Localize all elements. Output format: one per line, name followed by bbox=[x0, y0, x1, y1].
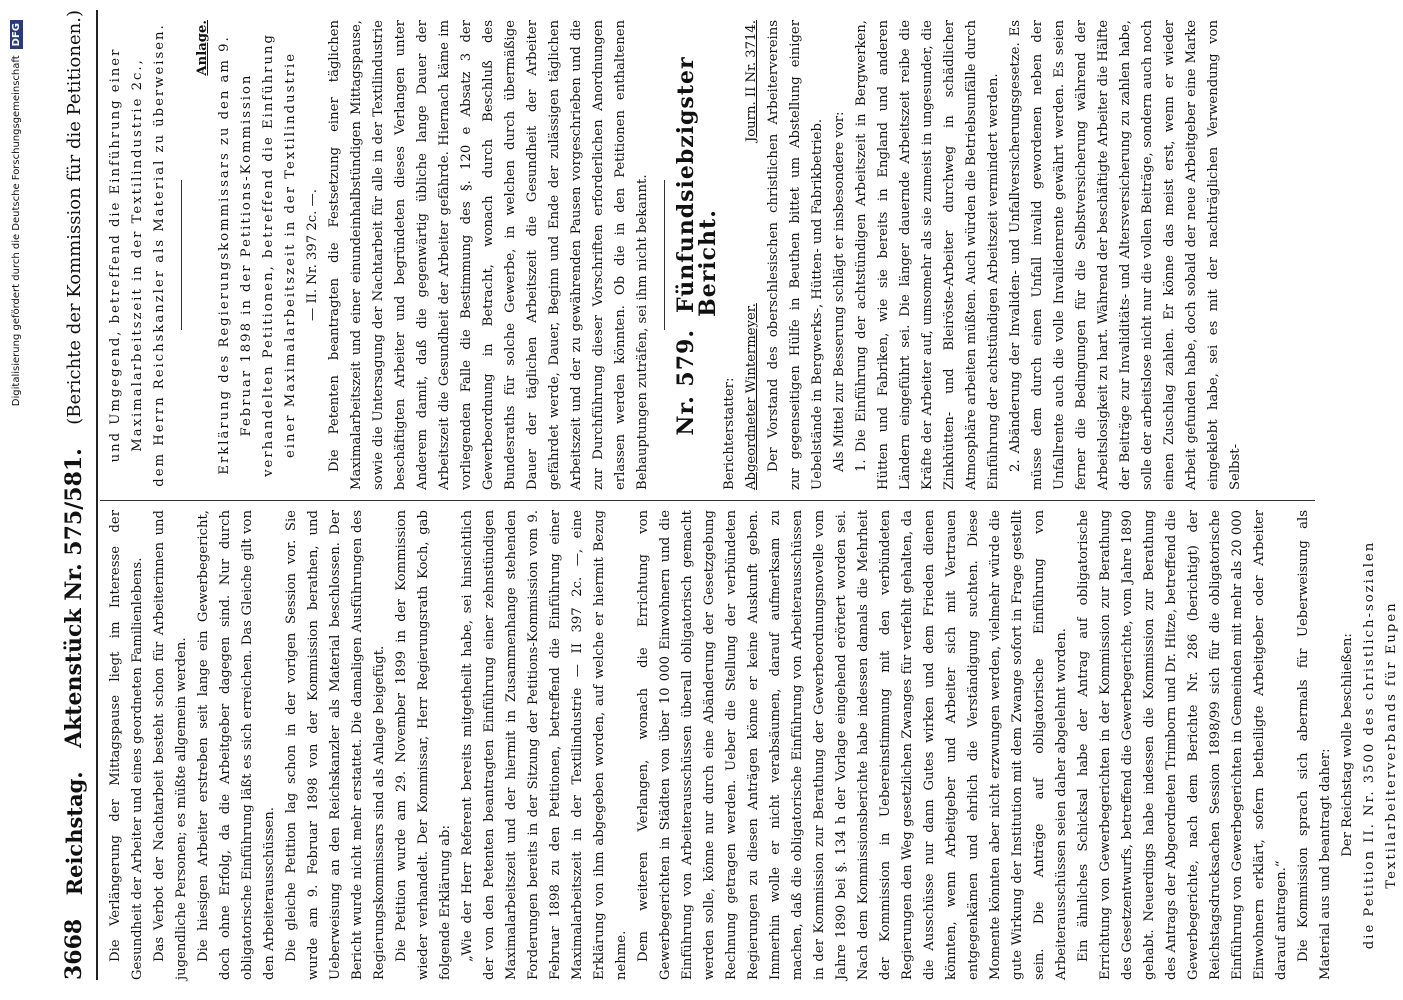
paragraph: Dem weiteren Verlangen, wonach die Errichtung von Gewerbegerichten in Städten von über 10 000 Einwohnern und die Einführung von Arbeiterausschüssen überall obligatorisch gemacht werden solle, könne nur durch eine Abänderung der Gesetzgebung Rechnung getragen werden. Ueber die Stellung der verbündeten Regierungen zu diesen Anträgen könne er keine Auskunft geben. Immerhin wolle er nicht verabsäumen, darauf aufmerksam zu machen, daß die obligatorische Einführung von Arbeiterausschüssen in der Kommission zur Berathung der Gewerbeordnungsnovelle vom Jahre 1890 bei §. 134 h der Vorlage eingehend erörtert worden sei. Nach dem Kommissionsberichte habe indessen damals die Mehrheit der Kommission in Uebereinstimmung mit den verbündeten Regierungen den Weg gesetzlichen Zwanges für verfehlt gehalten, da die Ausschüsse nur dann Gutes wirken und dem Frieden dienen könnten, wenn Arbeitgeber und Arbeiter sich mit Vertrauen entgegenkämen und ehrlich die Verständigung suchten. Diese Momente könnten aber nicht erzwungen werden, vielmehr würde die gute Wirkung der Institution mit dem Zwange sofort in Frage gestellt sein. Die Anträge auf obligatorische Einführung von Arbeiterausschüssen seien daher abgelehnt worden. bbox=[636, 510, 1069, 980]
digitization-note bbox=[10, 20, 23, 406]
report-title: Fünfundsiebzigster Bericht. bbox=[673, 56, 721, 317]
reporter-name: Abgeordneter Wintermeyer. bbox=[744, 303, 759, 490]
paragraph: Die Petition wurde am 29. November 1899 in der Kommission wieder verhandelt. Der Kommissar, Herr Regierungsrath Koch, gab folgende Erklärung ab: bbox=[394, 510, 453, 980]
paragraph: Die hiesigen Arbeiter erstreben seit lange ein Gewerbegericht, doch ohne Erfolg, da die Arbeitgeber dagegen sind. Nur durch obligatorische Einführung läßt es sich erreichen. Das Gleiche gilt von den Arbeiterausschüssen. bbox=[196, 510, 277, 980]
paragraph: Die Kommission sprach sich abermals für Ueberweisung als Material aus und beantragt daher: bbox=[1296, 510, 1333, 980]
referral-text: dem Herrn Reichskanzler als Material zu überweisen. bbox=[152, 23, 167, 487]
report-paragraph: Als Mittel zur Besserung schlägt er insbesondere vor: bbox=[832, 111, 847, 472]
column-divider bbox=[100, 500, 1315, 501]
header-context: (Berichte der Kommission für die Petitionen.) bbox=[63, 10, 85, 425]
report-paragraph: Der Vorstand des oberschlesischen christlichen Arbeitervereins zur gegenseitigen Hülfe in Beuthen bittet um Abstellung einiger Uebelstände in Bergwerks-, Hütten- und Fabrikbetrieb. bbox=[766, 20, 825, 490]
page-header bbox=[55, 0, 93, 1000]
left-column bbox=[105, 510, 1399, 980]
paragraph: Das Verbot der Nachtarbeit besteht schon für Arbeiterinnen und jugendliche Personen; es müßte allgemein werden. bbox=[152, 510, 189, 980]
paragraph: Ein ähnliches Schicksal habe der Antrag auf obligatorische Errichtung von Gewerbegerichten in der Kommission zur Berathung des Gesetzentwurfs, betreffend die Gewerbegerichte, vom Jahre 1890 gehabt. Neuerdings habe indessen die Kommission zur Berathung des Antrags der Abgeordneten Trimborn und Dr. Hitze, betreffend die Gewerbegerichte, nach dem Berichte Nr. 286 (berichtigt) der Reichstagsdrucksachen Session 1898/99 sich für die obligatorische Einführung von Gewerbegerichten in Gemeinden mit mehr als 20 000 Einwohnern erklärt, sofern betheiligte Arbeitgeber oder Arbeiter darauf antragen.“ bbox=[1076, 510, 1289, 980]
report-paragraph: 2. Abänderung der Invaliden- und Unfallversicherungsgesetze. Es müsse dem durch einen Unfall invalid gewordenen neben der Unfallrente auch die volle Invalidenrente gewährt werden. Es seien ferner die Bedingungen für die Selbstversicherung während der Arbeitslosigkeit zu hart. Während der beschäftigte Arbeiter die Hälfte der Beiträge zur Invaliditäts- und Altersversicherung zu zahlen habe, solle der arbeitslose nicht nur die vollen Beiträge, sondern auch noch einen Zuschlag zahlen. Er könne das meist erst, wenn er wieder Arbeit gefunden habe, doch sobald der neue Arbeitgeber eine Marke eingeklebt habe, sei es mit der nachträglichen Verwendung von Selbst- bbox=[1008, 20, 1243, 490]
section-rule bbox=[181, 180, 182, 330]
document-number: Aktenstück Nr. 575/581. bbox=[61, 448, 87, 748]
paragraph: Die Verlängerung der Mittagspause liegt im Interesse der Gesundheit der Arbeiter und eines geordneten Familienlebens. bbox=[108, 510, 145, 980]
annex-title: Erklärung des Regierungskommissars zu den am 9. Februar 1898 in der Petitions-Kommission verhandelten Petitionen, betreffend die Einführung einer Maximalarbeitszeit in der Textilindustrie bbox=[217, 33, 298, 477]
right-column bbox=[105, 20, 1315, 490]
digitization-text: Digitalisierung gefördert durch die Deutsche Forschungsgemeinschaft bbox=[11, 55, 22, 407]
journal-number: Journ. II Nr. 3714. bbox=[744, 20, 759, 143]
dfg-logo: DFG bbox=[10, 20, 23, 49]
report-heading bbox=[675, 20, 719, 490]
reporter-line bbox=[741, 20, 763, 490]
report-number: Nr. 579. bbox=[673, 328, 699, 436]
report-paragraph: 1. Die Einführung der achtstündigen Arbeitszeit in Bergwerken, Hütten und Fabriken, wie sie bereits in England und anderen Ländern eingeführt sei. Die länger dauernde Arbeitszeit reibe die Kräfte der Arbeiter auf, umsomehr als sie zumeist in ungesunder, die Zinkhütten- und Bleiröste-Arbeiter durchweg in schädlicher Atmosphäre arbeiten müßten. Auch würden die Betriebsunfälle durch Einführung der achtstündigen Arbeitszeit vermindert werden. bbox=[854, 20, 1001, 490]
header-rule bbox=[96, 10, 98, 980]
motion-intro: Der Reichstag wolle beschließen: bbox=[1340, 633, 1355, 857]
motion-text: die Petition II. Nr. 3500 des christlich-sozialen Textilarbeiterverbands für Eupen bbox=[1362, 540, 1399, 950]
motion-continuation: und Umgegend, betreffend die Einführung einer Maximalarbeitszeit in der Textilindustrie 2c., bbox=[108, 47, 145, 463]
paragraph: „Wie der Herr Referent bereits mitgetheilt habe, sei hinsichtlich der von den Petenten beantragten Einführung einer zehnstündigen Maximalarbeitszeit und der hiermit in Zusammenhange stehenden Forderungen bereits in der Sitzung der Petitions-Kommission vom 9. Februar 1898 zu den Petitionen, betreffend die Einführung einer Maximalarbeitszeit in der Textilindustrie — II 397 2c. —, eine Erklärung von ihm abgegeben worden, auf welche er hiermit Bezug nehme. bbox=[460, 510, 629, 980]
annex-reference: — II. Nr. 397 2c. —. bbox=[305, 189, 320, 321]
page-number: 3668 bbox=[61, 918, 87, 980]
section-rule bbox=[664, 180, 665, 330]
annex-label: Anlage. bbox=[195, 20, 210, 76]
reporter-label: Berichterstatter: bbox=[722, 377, 737, 490]
paragraph: Die gleiche Petition lag schon in der vorigen Session vor. Sie wurde am 9. Februar 1898 von der Kommission berathen, und Ueberweisung an den Reichskanzler als Material beschlossen. Der Bericht wurde nicht mehr erstattet. Die damaligen Ausführungen des Regierungskommissars sind als Anlage beigefügt. bbox=[284, 510, 387, 980]
parliament-name: Reichstag. bbox=[61, 771, 87, 896]
annex-body: Die Petenten beantragten die Festsetzung einer täglichen Maximalarbeitszeit und einer einundeinhalbstündigen Mittagspause, sowie die Untersagung der Nachtarbeit für alle in der Textilindustrie beschäftigten Arbeiter und begründeten dieses Verlangen unter Anderem damit, daß die gegenwärtig übliche lange Dauer der Arbeitszeit die Gesundheit der Arbeiter gefährde. Hiernach käme im vorliegenden Falle die Bestimmung des §. 120 e Absatz 3 der Gewerbeordnung in Betracht, wonach durch Beschluß des Bundesraths für solche Gewerbe, in welchen durch übermäßige Dauer der täglichen Arbeitszeit die Gesundheit der Arbeiter gefährdet werde, Dauer, Beginn und Ende der zulässigen täglichen Arbeitszeit und der zu gewährenden Pausen vorgeschrieben und die zur Durchführung dieser Vorschriften erforderlichen Anordnungen erlassen werden könnten. Ob die in den Petitionen enthaltenen Behauptungen zuträfen, sei ihm nicht bekannt. bbox=[327, 20, 650, 490]
